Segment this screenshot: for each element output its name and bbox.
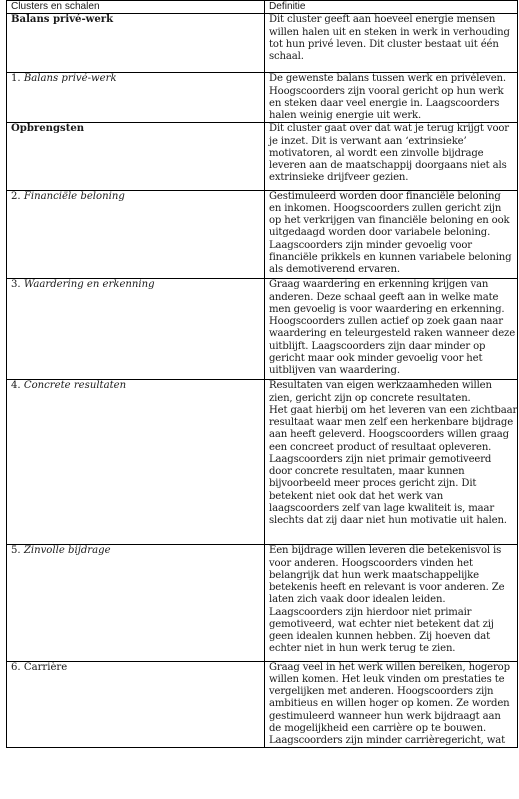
definition-cell	[265, 279, 518, 380]
definition-line: als demotiverend ervaren.	[269, 264, 400, 275]
definition-line: betekent niet ook dat het werk van	[269, 490, 444, 502]
definition-line: schaal.	[269, 51, 304, 62]
definition-line: halen weinig energie uit werk.	[269, 110, 422, 121]
cluster-cell	[7, 73, 265, 123]
definition-line: motivatoren, al wordt een zinvolle bijdrage	[269, 147, 484, 159]
definition-line: willen komen. Het leuk vinden om prestaties te	[269, 673, 505, 685]
definition-line: resultaat waar men zelf een herkenbare bijdrage	[269, 417, 514, 428]
definition-cell	[265, 190, 518, 279]
header-clusters: Clusters en schalen	[7, 1, 265, 14]
definition-line: willen halen uit en steken in werk in verhouding	[269, 26, 510, 38]
table-body	[7, 14, 518, 748]
definition-line: uitblijft. Laagscoorders zijn daar minder op	[269, 340, 486, 352]
definition-line: extrinsieke drijfveer gezien.	[269, 172, 409, 184]
definition-cell	[265, 73, 518, 123]
definition-cell	[265, 123, 518, 190]
definition-line: op het verkrijgen van financiële beloning en ook	[269, 215, 510, 226]
scale-number: 1.	[11, 73, 24, 85]
definition-line: Laagscoorders zijn minder gevoelig voor	[269, 239, 472, 251]
definition-line: Resultaten van eigen werkzaamheden willen	[269, 380, 492, 392]
definition-cell	[265, 14, 518, 73]
definition-line: Graag waardering en erkenning krijgen van	[269, 279, 489, 291]
definition-line: Laagscoorders zijn niet primair gemotiveerd	[269, 453, 492, 465]
definition-line: uitgedaagd worden door variabele beloning.	[269, 227, 491, 239]
scale-number: 3.	[11, 279, 24, 291]
cluster-cell	[7, 279, 265, 380]
cluster-title: Opbrengsten	[11, 123, 85, 135]
scale-title: Financiële beloning	[23, 190, 125, 202]
definition-line: vergelijken met anderen. Hoogscoorders zijn	[269, 686, 494, 697]
definition-cell	[265, 545, 518, 661]
scale-title: Zinvolle bijdrage	[23, 545, 111, 557]
cluster-title: Balans privé-werk	[11, 14, 114, 26]
definition-line: Hoogscoorders zullen actief op zoek gaan naar	[269, 316, 503, 327]
scale-title: Balans privé-werk	[23, 73, 117, 85]
definition-line: Dit cluster gaat over dat wat je terug krijgt voor	[269, 123, 509, 135]
definition-line: de mogelijkheid een carrière op te bouwen.	[269, 722, 487, 734]
definition-line: gestimuleerd wanneer hun werk bijdraagt aan	[269, 710, 501, 722]
definition-line: Laagscoorders zijn minder carrièregericht, wat	[269, 735, 506, 746]
definition-line: gemotiveerd, wat echter niet betekent dat zij	[269, 618, 494, 630]
definition-line: aan heeft geleverd. Hoogscoorders willen graag	[269, 429, 509, 441]
definition-line: een concreet product of resultaat opleveren.	[269, 441, 492, 453]
definition-line: Gestimuleerd worden door financiële beloning	[269, 190, 501, 202]
definition-line: zien, gericht zijn op concrete resultaten.	[269, 392, 471, 404]
definition-line: anderen. Deze schaal geeft aan in welke mate	[269, 291, 499, 303]
definition-line: Het gaat hierbij om het leveren van een zichtbaar	[269, 404, 518, 416]
cluster-cell	[7, 380, 265, 545]
definition-line: financiële prikkels en kunnen variabele beloning	[269, 251, 512, 263]
definition-line: Dit cluster geeft aan hoeveel energie mensen	[269, 14, 496, 26]
definition-line: voor anderen. Hoogscoorders vinden het	[269, 557, 473, 569]
table-row	[7, 123, 518, 190]
definition-line: geen idealen kunnen hebben. Zij hoeven dat	[269, 631, 491, 642]
cluster-cell	[7, 190, 265, 279]
definition-line: echter niet in hun werk terug te zien.	[269, 643, 456, 655]
header-row	[7, 1, 518, 14]
definition-line: laagscoorders zelf van lage kwaliteit is, maar	[269, 502, 495, 514]
table-row	[7, 661, 518, 748]
table-row	[7, 190, 518, 279]
scale-title: Concrete resultaten	[23, 380, 127, 392]
definition-line: en inkomen. Hoogscoorders zullen gericht zijn	[269, 202, 502, 214]
definition-line: door concrete resultaten, maar kunnen	[269, 466, 465, 477]
definition-line: slechts dat zij daar niet hun motivatie uit halen.	[269, 515, 507, 526]
definition-line: ambitieus en willen hoger op komen. Ze worden	[269, 698, 510, 710]
table-row	[7, 14, 518, 73]
header-definitie: Definitie	[265, 1, 518, 14]
definition-cell	[265, 380, 518, 545]
scale-number: 5.	[11, 545, 24, 557]
definition-line: gericht maar ook minder gevoelig voor het	[269, 352, 483, 364]
scale-title: Carrière	[23, 661, 68, 673]
table-row	[7, 545, 518, 661]
table-row	[7, 73, 518, 123]
scale-number: 2.	[11, 190, 24, 202]
definition-line: je inzet. Dit is verwant aan ‘extrinsieke’	[269, 135, 467, 147]
definition-cell	[265, 661, 518, 748]
definition-line: uitblijven van waardering.	[269, 365, 400, 376]
definition-line: men gevoelig is voor waardering en erkenning.	[269, 303, 505, 315]
cluster-cell	[7, 14, 265, 73]
definition-line: Graag veel in het werk willen bereiken, hogerop	[269, 661, 510, 673]
clusters-table	[6, 0, 518, 748]
definition-line: bijvoorbeeld meer proces gericht zijn. Dit	[269, 478, 477, 490]
table-row	[7, 380, 518, 545]
definition-line: leveren aan de maatschappij doorgaans niet als	[269, 160, 507, 171]
cluster-cell	[7, 661, 265, 748]
table-row	[7, 279, 518, 380]
definition-line: tot hun privé leven. Dit cluster bestaat uit één	[269, 38, 499, 50]
scale-title: Waardering en erkenning	[23, 279, 155, 291]
cluster-cell	[7, 123, 265, 190]
definition-line: en steken daar veel energie in. Laagscoorders	[269, 97, 500, 109]
definition-line: waardering en teleurgesteld raken wanneer deze	[269, 328, 516, 340]
definition-line: Laagscoorders zijn hierdoor niet primair	[269, 606, 472, 618]
scale-number: 6.	[11, 661, 24, 673]
definition-line: Een bijdrage willen leveren die betekenisvol is	[269, 545, 502, 557]
definition-line: Hoogscoorders zijn vooral gericht op hun werk	[269, 85, 504, 97]
definition-line: laten zich vaak door idealen leiden.	[269, 594, 446, 606]
scale-number: 4.	[11, 380, 24, 392]
definition-line: belangrijk dat hun werk maatschappelijke	[269, 569, 479, 581]
definition-line: De gewenste balans tussen werk en privéleven.	[269, 73, 506, 85]
definition-line: betekenis heeft en relevant is voor anderen. Ze	[269, 582, 505, 593]
cluster-cell	[7, 545, 265, 661]
